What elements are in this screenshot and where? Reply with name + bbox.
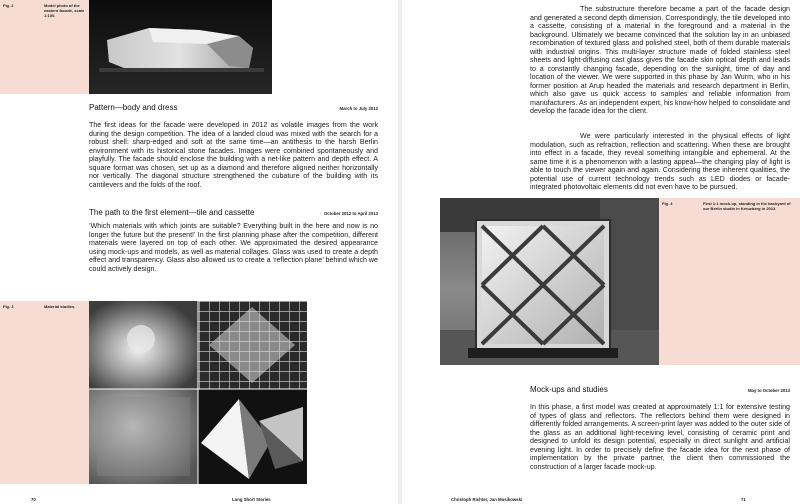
fig4-caption: First 1:1 mock-up, standing in the backyard of our Berlin studio in Kreuzberg in 2013. xyxy=(703,201,791,211)
fig4-caption-box xyxy=(659,198,800,365)
material-studies-collage xyxy=(89,301,307,484)
model-photo-eastern-facade xyxy=(89,0,272,94)
section-body-mockups: In this phase, a first model was created at approximately 1:1 for extensive testing of types of glass and reflectors. The reflectors behind them were designed in differently folded arrangements. A screen-print layer was added to the outer side of the glass as an additional light-receiving level, consisting of ceramic print and designed to unfold its design potential, especially in direct sunlight and artificial evening light. In order to precisely define the facade idea for the next phase of implementation by the private partner, the client then commissioned the construction of a larger facade mock-up. xyxy=(530,403,790,471)
fig2-label: Fig. 2 xyxy=(3,3,14,8)
fig4-label: Fig. 4 xyxy=(662,201,673,206)
section-date-mockups: May to October 2013 xyxy=(747,388,790,393)
right-paragraph-substructure: The substructure therefore became a part of the facade design and generated a second depth dimension. Correspondingly, the tile developed into a cassette, consisting of a material in the foreground and a material in the background. Ultimately we became convinced that the solution lay in an unbiased recombination of textured glass and polished steel, both of them durable materials with industrial origins. This multi-layer structure made of folded stainless steel sheets and light-diffusing cast glass gives the facade skin optical depth and leads to a constantly changing facade, depending on the sunlight, time of day and location of the viewer. We were supported in this phase by Jan Wurm, who in his former position at Arup headed the materials and research department in Berlin, which also gave us quick access to samples and reliable information from manufacturers. As an independent expert, his know-how helped to consolidate and develop the facade idea for the client. xyxy=(530,5,790,115)
section-heading-mockups: Mock-ups and studies xyxy=(530,385,608,394)
fig3-caption-box xyxy=(0,301,89,484)
section-heading-pattern: Pattern—body and dress xyxy=(89,103,178,112)
book-title: Long Short Stories xyxy=(232,497,271,502)
section-body-pattern: The first ideas for the facade were developed in 2012 as volatile images from the work during the design competition. The idea of a landed cloud was mixed with the search for a robust shell: sharp-edged and soft at the same time—an antithesis to the harsh Berlin environment with its historical stone facades. Images were combined spontaneously and playfully. The facade should enclose the building with a net-like pattern and depth effect. A square format was chosen, set up as a diamond and therefore aligned neither horizontally nor vertically. The diagonal structure strengthened the cubature of the building with its cantilevers and the folds of the roof. xyxy=(89,121,378,189)
mockup-photo-backyard xyxy=(440,198,659,365)
section-heading-tile-cassette: The path to the first element—tile and cassette xyxy=(89,208,255,217)
left-page-number: 70 xyxy=(31,497,36,502)
fig3-caption: Material studies. xyxy=(44,304,76,309)
section-date-tile-cassette: October 2012 to April 2013 xyxy=(323,211,378,216)
authors: Christoph Richter, Jan Musikowski xyxy=(451,497,523,502)
fig2-caption: Model photo of the eastern facade, scale 1:100. xyxy=(44,3,85,18)
fig2-caption-box xyxy=(0,0,89,94)
section-body-tile-cassette: ’Which materials with which joints are suitable? Everything built in the here and now is no longer the future but the present!’ In the first planning phase after the competition, different materials were layered on top of each other. We approximated the desired appearance using mock-ups and models, as well as material collages. Glass was used to create a depth effect and transparency. Glass also allowed us to create a ‘reflection plane’ behind which we could actively design. xyxy=(89,222,378,273)
fig3-label: Fig. 3 xyxy=(3,304,14,309)
page-gutter xyxy=(398,0,402,504)
section-date-pattern: March to July 2012 xyxy=(339,106,378,111)
right-page-number: 71 xyxy=(741,497,746,502)
right-paragraph-light-modulation: We were particularly interested in the physical effects of light modulation, such as refraction, reflection and scattering. When these are brought into effect in a facade, they reveal something intangible and ephemeral. At the same time it is a phenomenon with a lasting appeal—the changing play of light is able to touch the viewer again and again. Considering these inherent qualities, the potential use of current technology trends such as LED diodes or facade-integrated photovoltaic elements did not even have to be pursued. xyxy=(530,132,790,191)
